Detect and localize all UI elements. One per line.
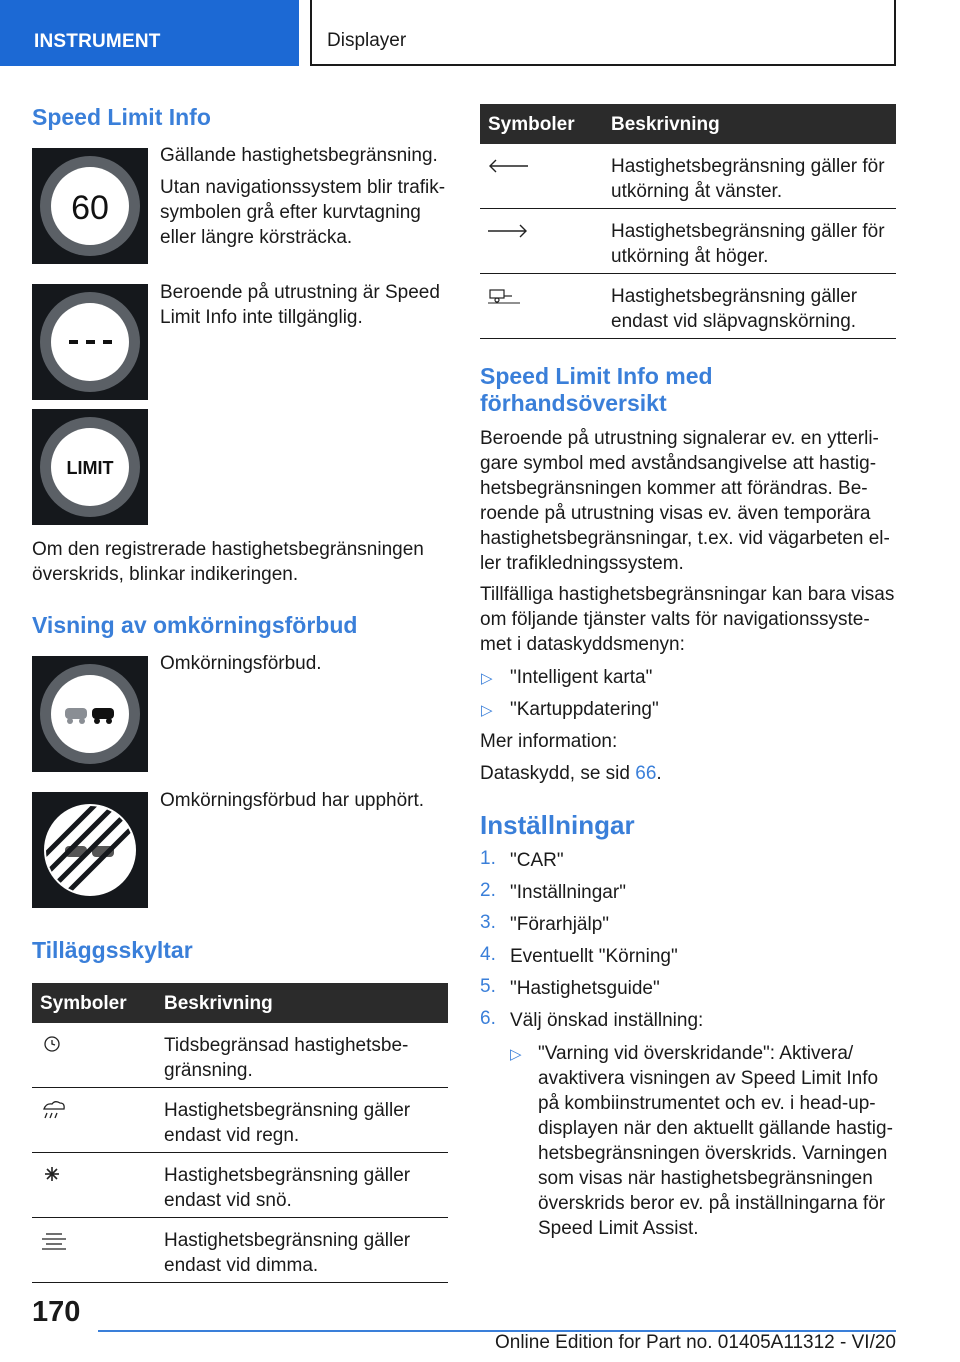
col-symbols: Symboler (488, 114, 575, 135)
table-row (480, 209, 896, 274)
step-number: 3. (480, 912, 496, 933)
text-line: om följande tjänster valts för navigationssyste- (480, 609, 870, 630)
row-desc (611, 154, 885, 204)
col-description: Beskrivning (164, 993, 273, 1014)
row-desc (164, 1163, 410, 1213)
sl-paragraph-2c: eller längre körsträcka. (160, 227, 353, 248)
preview-paragraph-1 (480, 426, 896, 576)
row-desc (164, 1098, 410, 1148)
row-desc-line: Hastighetsbegränsning gäller (611, 286, 858, 307)
preview-paragraph-2 (480, 582, 896, 657)
header-topic-label: Displayer (327, 30, 407, 51)
bullet-triangle-icon: ▷ (510, 1046, 522, 1063)
sl-paragraph-2b: symbolen grå efter kurvtagning (160, 202, 421, 223)
dataskydd-text: Dataskydd, se sid (480, 763, 636, 784)
row-desc-line: endast vid dimma. (164, 1255, 319, 1276)
text-line: hastighetsbegränsningar, t.ex. vid vägarbeten el- (480, 528, 890, 549)
row-desc-line: gränsning. (164, 1060, 253, 1081)
extra-signs-heading: Tilläggsskyltar (32, 937, 193, 963)
bullet-item: "Intelligent karta" (510, 667, 653, 688)
text-line: avaktivera visningen av Speed Limit Info (538, 1068, 879, 1089)
page-link[interactable]: 66 (635, 763, 657, 784)
step-number: 6. (480, 1008, 496, 1029)
sl-paragraph-3a: Beroende på utrustning är Speed (160, 282, 440, 303)
step-number: 2. (480, 880, 496, 901)
row-desc-line: Hastighetsbegränsning gäller (164, 1165, 411, 1186)
text-line: överskrids beror ev. på inställningarna för (538, 1193, 886, 1214)
snowflake-icon (38, 1163, 78, 1187)
header-section-tab (0, 0, 299, 66)
direction-signs-table (480, 104, 896, 339)
text-line: Tillfälliga hastighetsbegränsningar kan bara visas (480, 584, 895, 605)
preview-heading (480, 363, 713, 417)
table-row (32, 1088, 448, 1153)
row-desc (611, 284, 857, 334)
speed-limit-heading: Speed Limit Info (32, 104, 211, 130)
preview-heading-line: förhandsöversikt (480, 390, 667, 416)
row-desc (611, 219, 885, 269)
arrow-left-icon (486, 154, 530, 178)
text-line: gare symbol med avståndsangivelse att hastig- (480, 453, 877, 474)
overtake-heading: Visning av omkörningsförbud (32, 612, 358, 638)
trailer-icon (486, 284, 530, 308)
preview-heading-line: Speed Limit Info med (480, 363, 713, 389)
step-text: "Förarhjälp" (510, 914, 610, 935)
step-number: 4. (480, 944, 496, 965)
text-line: met i dataskyddsmenyn: (480, 634, 685, 655)
rain-icon (38, 1098, 78, 1122)
row-desc (164, 1033, 408, 1083)
row-desc-line: Hastighetsbegränsning gäller (164, 1230, 411, 1251)
text-line: hetsbegränsningen kommer att förändras. Be- (480, 478, 868, 499)
overtake-text-2: Omkörningsförbud har upphört. (160, 790, 425, 811)
text-line: displayen när den aktuellt gällande hastig- (538, 1118, 893, 1139)
header-topic-tab (310, 0, 896, 66)
text-line: Speed Limit Assist. (538, 1218, 699, 1239)
col-symbols: Symboler (40, 993, 127, 1014)
text-line: "Varning vid överskridande": Aktivera/ (538, 1043, 854, 1064)
table-row (32, 1023, 448, 1088)
text-line: Beroende på utrustning signalerar ev. en ytterli- (480, 428, 879, 449)
exceed-text (32, 537, 452, 587)
dataskydd-end: . (656, 763, 662, 784)
bullet-triangle-icon: ▷ (481, 702, 493, 719)
step-number: 5. (480, 976, 496, 997)
table-header (480, 104, 896, 144)
speed-limit-unavailable-text (160, 280, 450, 330)
sign-60-text: 60 (71, 189, 109, 227)
col-description: Beskrivning (611, 114, 720, 135)
settings-heading: Inställningar (480, 810, 635, 840)
end-no-overtaking-sign-icon (32, 792, 148, 908)
more-info-label: Mer information: (480, 731, 618, 752)
sl-paragraph-2a: Utan navigationssystem blir trafik- (160, 177, 446, 198)
sl-paragraph-3b: Limit Info inte tillgänglig. (160, 307, 363, 328)
footer-edition: Online Edition for Part no. 01405A11312 - VI/20 (494, 1332, 896, 1353)
step-text: Välj önskad inställning: (510, 1010, 704, 1031)
text-line: hetsbegränsningen överskrids. Varningen (538, 1143, 888, 1164)
dataskydd-reference (480, 761, 662, 786)
bullet-triangle-icon: ▷ (481, 670, 493, 687)
table-row (480, 274, 896, 339)
row-desc-line: endast vid regn. (164, 1125, 300, 1146)
page-number: 170 (32, 1296, 81, 1328)
extra-signs-table (32, 983, 448, 1283)
row-desc-line: Hastighetsbegränsning gäller för (611, 221, 885, 242)
table-header (32, 983, 448, 1023)
table-row (32, 1218, 448, 1283)
row-desc (164, 1228, 410, 1278)
row-desc-line: utkörning åt vänster. (611, 181, 783, 202)
sl-paragraph-1: Gällande hastighetsbegränsning. (160, 145, 438, 166)
step-text: "Hastighetsguide" (510, 978, 660, 999)
exceed-line-a: Om den registrerade hastighetsbegränsningen (32, 539, 424, 560)
step-text: "CAR" (510, 850, 564, 871)
exceed-line-b: överskrids, blinkar indikeringen. (32, 564, 299, 585)
fog-icon (38, 1228, 78, 1252)
text-line: som visas när hastighetsbegränsningen (538, 1168, 873, 1189)
limit-sign-icon (32, 409, 148, 525)
speed-60-sign-icon (32, 148, 148, 264)
speed-limit-text (160, 143, 450, 250)
step-number: 1. (480, 848, 496, 869)
speed-unknown-sign-icon (32, 284, 148, 400)
overtake-text-1: Omkörningsförbud. (160, 653, 322, 674)
row-desc-line: Hastighetsbegränsning gäller (164, 1100, 411, 1121)
row-desc-line: Tidsbegränsad hastighetsbe- (164, 1035, 409, 1056)
bullet-item: "Kartuppdatering" (510, 699, 659, 720)
row-desc-line: endast vid släpvagnskörning. (611, 311, 857, 332)
sub-bullet-text (538, 1041, 898, 1241)
row-desc-line: utkörning åt höger. (611, 246, 769, 267)
step-text: "Inställningar" (510, 882, 626, 903)
clock-icon (38, 1033, 78, 1057)
text-line: ler trafikledningssystem. (480, 553, 684, 574)
row-desc-line: endast vid snö. (164, 1190, 292, 1211)
table-row (480, 144, 896, 209)
header-section-label: INSTRUMENT (34, 31, 161, 52)
arrow-right-icon (486, 219, 530, 243)
sign-limit-text: LIMIT (66, 458, 114, 478)
row-desc-line: Hastighetsbegränsning gäller för (611, 156, 885, 177)
text-line: roende på utrustning visas ev. även temporära (480, 503, 871, 524)
step-text: Eventuellt "Körning" (510, 946, 678, 967)
text-line: på kombiinstrumentet och ev. i head-up- (538, 1093, 876, 1114)
table-row (32, 1153, 448, 1218)
no-overtaking-sign-icon (32, 656, 148, 772)
